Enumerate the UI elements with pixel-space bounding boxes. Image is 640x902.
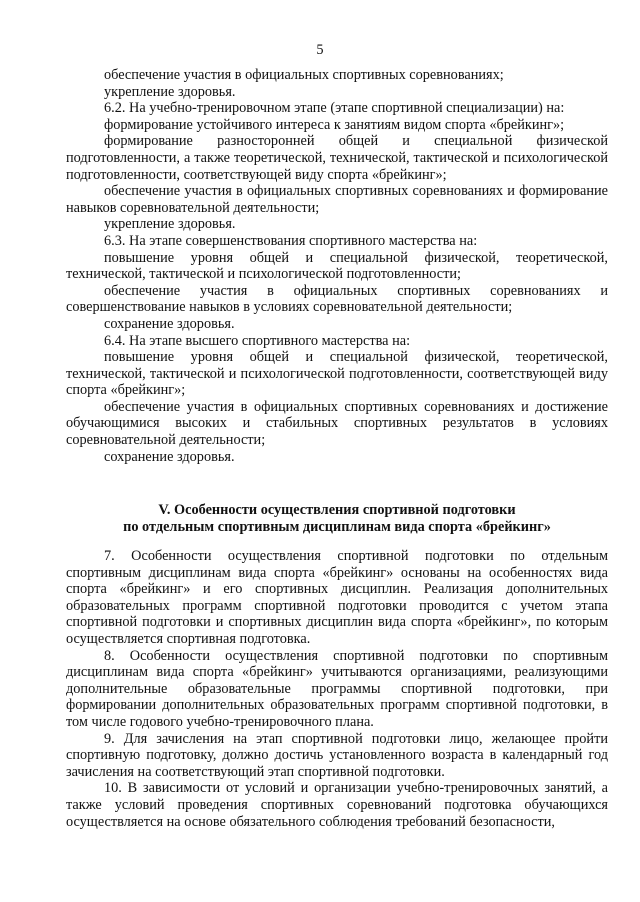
paragraph: формирование разносторонней общей и специальной физической подготовленности, а также теоретической, технической, тактической и психологической подготовленности, соответствующей виду спорта «брейкинг»; <box>66 133 608 183</box>
paragraph: 7. Особенности осуществления спортивной подготовки по отдельным спортивным дисциплинам вида спорта «брейкинг» основаны на особенностях вида спорта «брейкинг» и его спортивных дисциплин. Реализация дополнительных образовательных программ спортивной подготовки проводится с учетом этапа спортивной подготовки и спортивных дисциплин вида спорта «брейкинг», по которым осуществляется спортивная подготовка. <box>66 548 608 647</box>
stage-goals-list <box>66 67 608 465</box>
paragraph: 10. В зависимости от условий и организации учебно-тренировочных занятий, а также условий проведения спортивных соревнований подготовка обучающихся осуществляется на основе обязательного соблюдения требований безопасности, <box>66 780 608 830</box>
paragraph: 6.2. На учебно-тренировочном этапе (этапе спортивной специализации) на: <box>104 100 565 117</box>
section-heading-line: V. Особенности осуществления спортивной подготовки <box>158 502 516 518</box>
paragraph: обеспечение участия в официальных спортивных соревнованиях и формирование навыков соревновательной деятельности; <box>66 183 608 216</box>
section-heading-line: по отдельным спортивным дисциплинам вида спорта «брейкинг» <box>123 518 551 535</box>
paragraph: обеспечение участия в официальных спортивных соревнованиях и достижение обучающимися высоких и стабильных спортивных результатов в условиях соревновательной деятельности; <box>66 398 608 449</box>
paragraph: повышение уровня общей и специальной физической, теоретической, технической, тактической и психологической подготовленности; <box>66 249 608 283</box>
paragraph: сохранение здоровья. <box>104 448 235 465</box>
paragraph: повышение уровня общей и специальной физической, теоретической, технической, тактической и психологической подготовленности, соответствующей виду спорта «брейкинг»; <box>66 349 608 399</box>
paragraph: обеспечение участия в официальных спортивных соревнованиях; <box>104 67 504 83</box>
paragraph: сохранение здоровья. <box>104 315 235 332</box>
paragraph: обеспечение участия в официальных спортивных соревнованиях и совершенствование навыков в условиях соревновательной деятельности; <box>66 282 608 316</box>
section-body <box>66 548 608 830</box>
section-heading <box>66 502 608 535</box>
paragraph: 8. Особенности осуществления спортивной подготовки по спортивным дисциплинам вида спорта «брейкинг» учитываются организациями, реализующими дополнительные образовательные программы спортивной подготовки, при формировании дополнительных образовательных программ спортивной подготовки, в том числе годового учебно-тренировочного плана. <box>66 647 608 730</box>
paragraph: укрепление здоровья. <box>104 83 236 100</box>
paragraph: 6.3. На этапе совершенствования спортивного мастерства на: <box>104 232 478 249</box>
paragraph: 9. Для зачисления на этап спортивной подготовки лицо, желающее пройти спортивную подготовку, должно достичь установленного возраста в календарный год зачисления на соответствующий этап спортивной подготовки. <box>66 730 608 780</box>
page-number: 5 <box>316 42 324 58</box>
paragraph: 6.4. На этапе высшего спортивного мастерства на: <box>104 332 411 349</box>
paragraph: укрепление здоровья. <box>104 216 236 233</box>
paragraph: формирование устойчивого интереса к занятиям видом спорта «брейкинг»; <box>104 116 565 133</box>
